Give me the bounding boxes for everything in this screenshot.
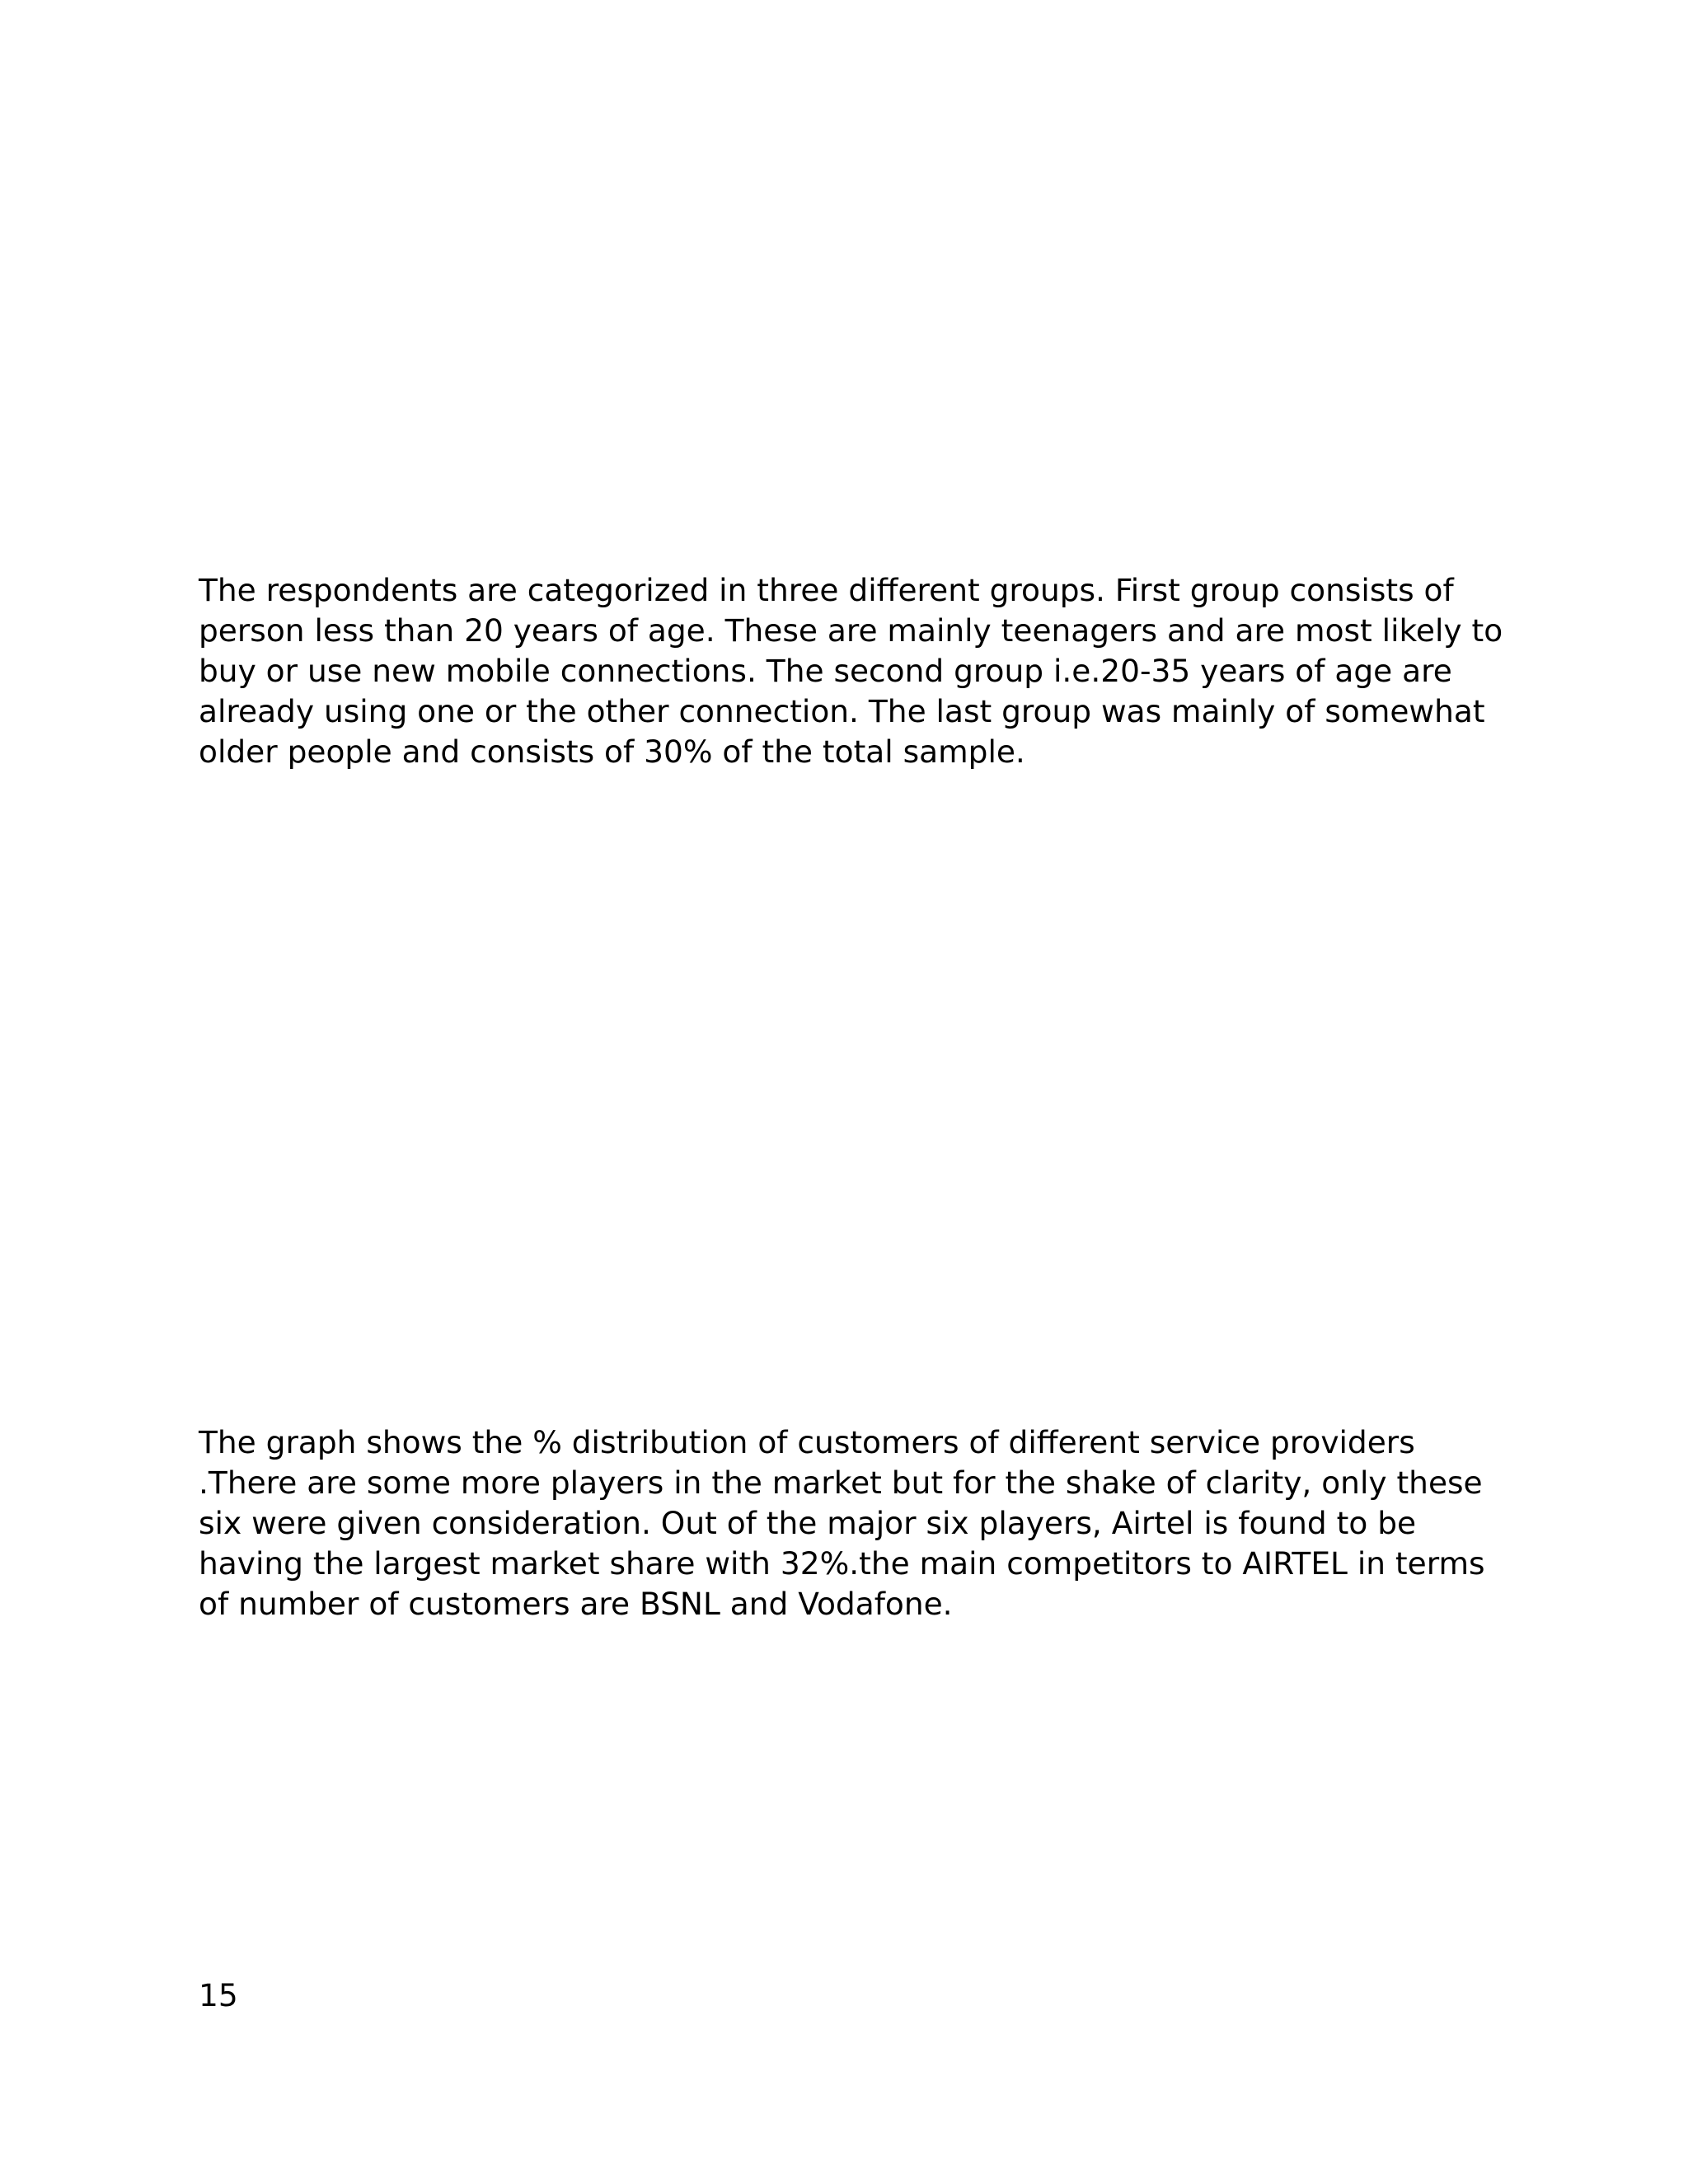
paragraph-line: The respondents are categorized in three different groups. First group consists of xyxy=(199,572,1454,608)
paragraph-line: .There are some more players in the market but for the shake of clarity, only these xyxy=(199,1465,1483,1501)
graph-description-paragraph xyxy=(199,1422,1509,1624)
paragraph-line: older people and consists of 30% of the total sample. xyxy=(199,733,1025,770)
respondents-paragraph xyxy=(199,570,1509,772)
page-number: 15 xyxy=(199,1977,238,2013)
paragraph-line: of number of customers are BSNL and Vodafone. xyxy=(199,1586,953,1622)
paragraph-line: buy or use new mobile connections. The second group i.e.20-35 years of age are xyxy=(199,653,1452,689)
paragraph-line: person less than 20 years of age. These are mainly teenagers and are most likely to xyxy=(199,612,1503,649)
paragraph-line: The graph shows the % distribution of customers of different service providers xyxy=(199,1424,1415,1460)
paragraph-line: already using one or the other connection. The last group was mainly of somewhat xyxy=(199,693,1485,729)
paragraph-line: having the largest market share with 32%.the main competitors to AIRTEL in terms xyxy=(199,1545,1485,1582)
paragraph-line: six were given consideration. Out of the major six players, Airtel is found to be xyxy=(199,1505,1417,1541)
